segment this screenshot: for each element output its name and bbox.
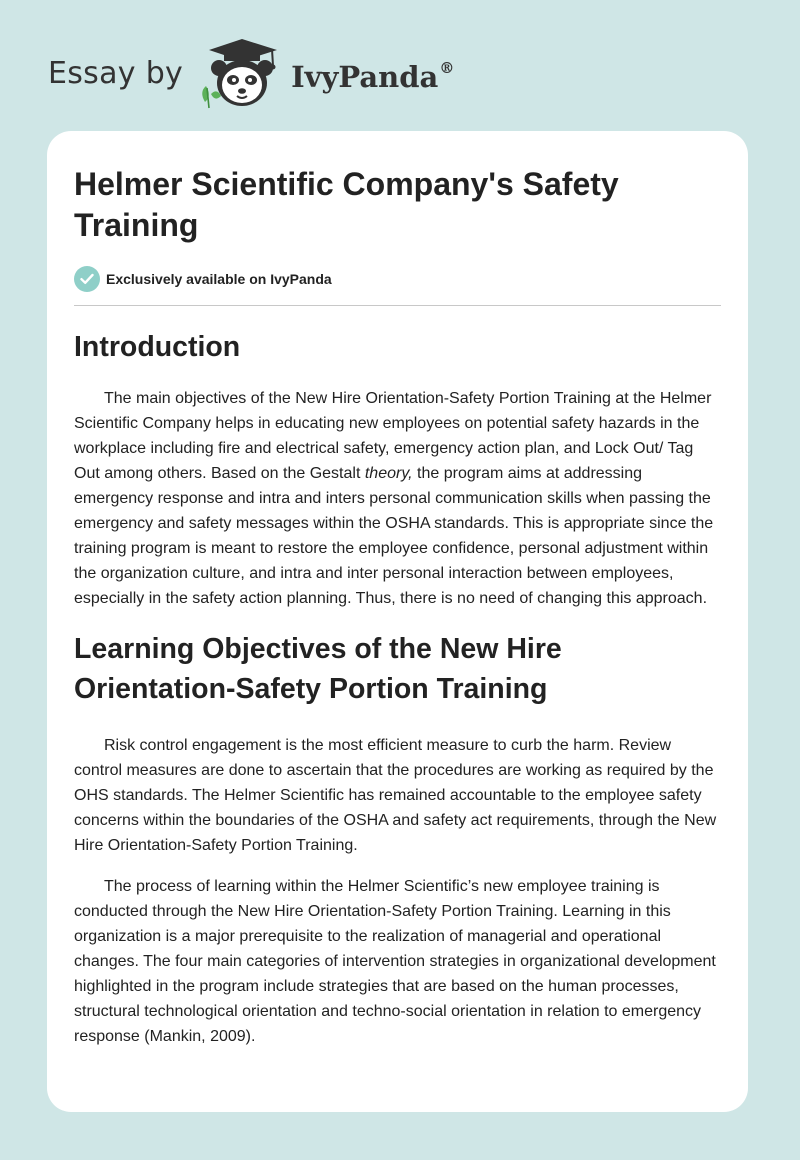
paragraph: The main objectives of the New Hire Orientation-Safety Portion Training at the Helmer Scientific Company helps in educating new employees on potential safety hazards in the workplace including fire and electrical safety, emergency action plan, and Lock Out/ Tag Out among others. Based on the Gestalt theory, the program aims at addressing emergency response and intra and inters personal communication skills when passing the emergency and safety messages within the OSHA standards. This is appropriate since the training program is meant to restore the employee confidence, personal adjustment within the organization culture, and intra and inter personal interaction between employees, especially in the safety action planning. Thus, there is no need of changing this approach. [74, 390, 714, 607]
site-header [48, 36, 454, 110]
brand-name: IvyPanda® [291, 59, 455, 94]
article-card [47, 131, 748, 1112]
article-title: Helmer Scientific Company's Safety Training [74, 166, 619, 243]
badge-label: Exclusively available on IvyPanda [106, 271, 332, 287]
paragraph: Risk control engagement is the most efficient measure to curb the harm. Review control measures are done to ascertain that the procedures are working as required by the OHS standards. The Helmer Scientific has remained accountable to the employee safety concerns within the boundaries of the OSHA and safety act requirements, through the New Hire Orientation-Safety Portion Training. [74, 737, 717, 854]
panda-graduate-icon [197, 36, 287, 110]
divider [74, 305, 721, 306]
section-heading-learning-objectives: Learning Objectives of the New Hire Orientation-Safety Portion Training [74, 633, 562, 705]
essay-by-label: Essay by [48, 55, 184, 91]
emphasis-text: theory, [364, 465, 413, 482]
check-icon [74, 266, 100, 292]
registered-mark: ® [439, 59, 455, 77]
exclusive-badge [74, 265, 721, 293]
paragraph: The process of learning within the Helmer Scientific’s new employee training is conducted through the New Hire Orientation-Safety Portion Training. Learning in this organization is a major prerequisite to the realization of managerial and operational changes. The four main categories of intervention strategies in organizational development highlighted in the program include strategies that are based on the human processes, structural technological orientation and techno-social orientation in relation to emergency response (Mankin, 2009). [74, 878, 716, 1045]
section-heading-introduction: Introduction [74, 331, 241, 363]
